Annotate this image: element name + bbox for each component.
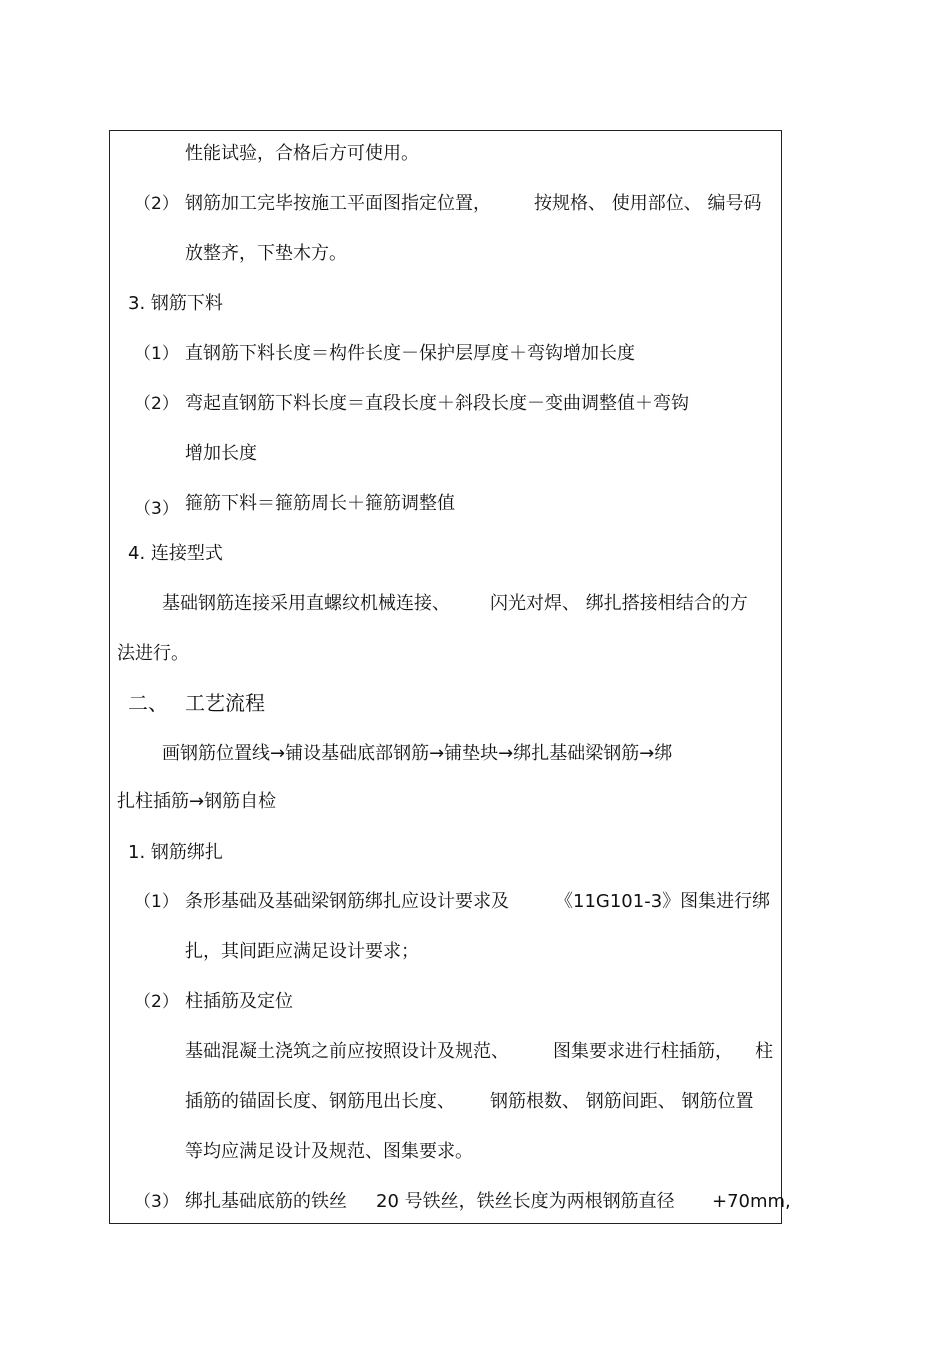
item-number: （3） xyxy=(134,499,179,519)
section-heading: 3. 钢筋下料 xyxy=(128,293,223,314)
text-line: 扎，其间距应满足设计要求； xyxy=(185,941,419,962)
text-line: 基础混凝土浇筑之前应按照设计及规范、 xyxy=(185,1041,509,1062)
text-line: 按规格、 使用部位、 编号码 xyxy=(534,193,762,214)
text-line: 钢筋加工完毕按施工平面图指定位置， xyxy=(185,193,491,214)
text-line: 弯起直钢筋下料长度＝直段长度＋斜段长度－变曲调整值＋弯钩 xyxy=(185,393,689,414)
text-line: 绑扎基础底筋的铁丝 xyxy=(185,1191,347,1212)
section-heading: 4. 连接型式 xyxy=(128,543,223,564)
text-line: 画钢筋位置线→铺设基础底部钢筋→铺垫块→绑扎基础梁钢筋→绑 xyxy=(162,743,673,764)
text-line: 《11G101-3》图集进行绑 xyxy=(555,891,771,912)
text-line: 法进行。 xyxy=(117,643,189,664)
text-line: 基础钢筋连接采用直螺纹机械连接、 xyxy=(162,593,450,614)
text-line: 条形基础及基础梁钢筋绑扎应设计要求及 xyxy=(185,891,509,912)
text-line: 直钢筋下料长度＝构件长度－保护层厚度＋弯钩增加长度 xyxy=(185,343,635,364)
item-number: （2） xyxy=(134,992,179,1012)
text-line: 20 号铁丝，铁丝长度为两根钢筋直径 xyxy=(376,1191,675,1212)
text-line: 放整齐，下垫木方。 xyxy=(185,243,347,264)
text-line: 等均应满足设计及规范、图集要求。 xyxy=(185,1141,473,1162)
item-number: （3） xyxy=(134,1192,179,1212)
item-number: （2） xyxy=(134,394,179,414)
text-line: 扎柱插筋→钢筋自检 xyxy=(117,791,277,812)
section-heading: 1. 钢筋绑扎 xyxy=(128,842,223,863)
item-number: （1） xyxy=(134,892,179,912)
text-line: 性能试验，合格后方可使用。 xyxy=(185,143,419,164)
text-line: 闪光对焊、 绑扎搭接相结合的方 xyxy=(490,593,748,614)
item-number: （2） xyxy=(134,194,179,214)
text-line: 柱插筋及定位 xyxy=(185,991,293,1012)
chapter-heading: 工艺流程 xyxy=(185,691,265,715)
text-line: 钢筋根数、 钢筋间距、 钢筋位置 xyxy=(490,1091,754,1112)
item-number: （1） xyxy=(134,344,179,364)
text-line: 图集要求进行柱插筋， xyxy=(553,1041,733,1062)
text-line: 增加长度 xyxy=(185,443,257,464)
text-line: 柱 xyxy=(755,1041,773,1062)
chapter-number: 二、 xyxy=(128,691,168,715)
text-line: 插筋的锚固长度、钢筋甩出长度、 xyxy=(185,1091,455,1112)
text-line: 箍筋下料＝箍筋周长＋箍筋调整值 xyxy=(185,493,455,514)
text-line: +70mm, xyxy=(712,1191,791,1212)
